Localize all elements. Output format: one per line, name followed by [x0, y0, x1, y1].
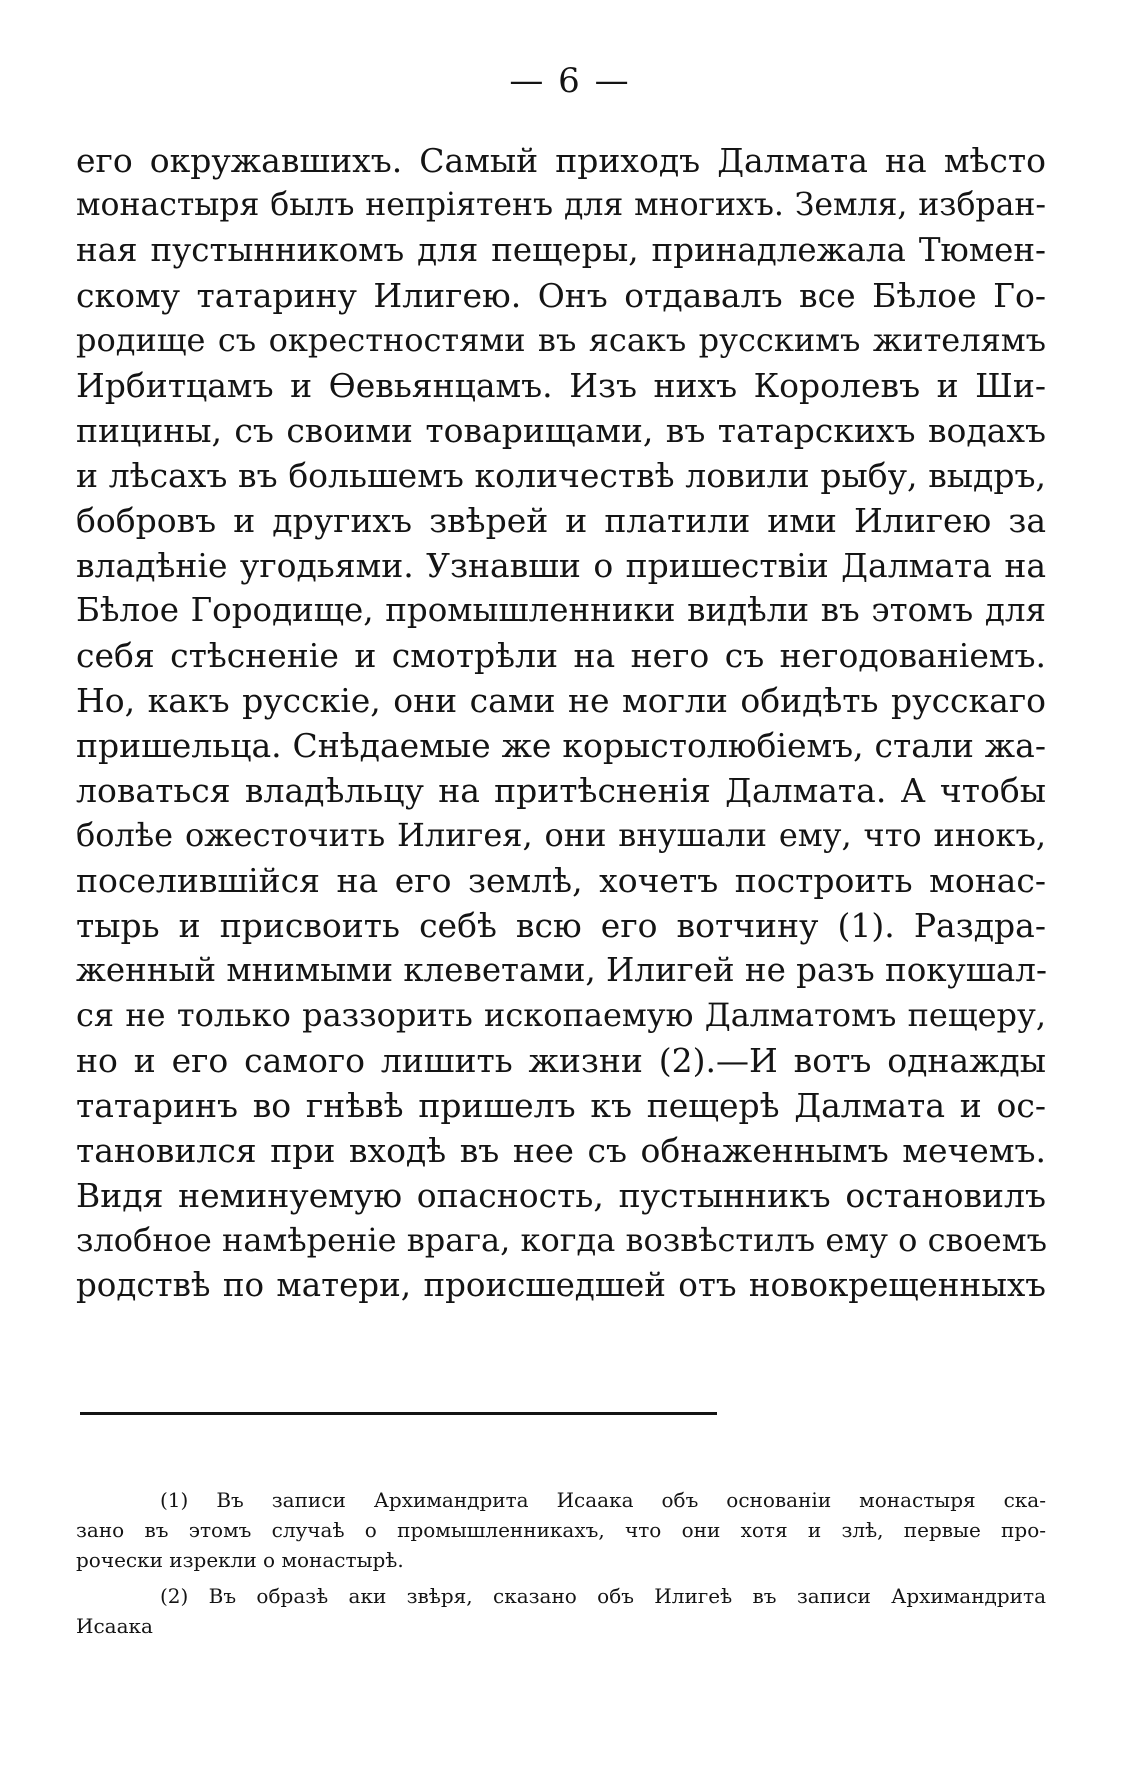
text-line: Ирбитцамъ и Ѳевьянцамъ. Изъ нихъ Королевъ и Ши- — [76, 366, 1046, 405]
footnote-1-line: рочески изрекли о монастырѣ. — [76, 1548, 404, 1572]
text-line: болѣе ожесточить Илигея, они внушали ему, что инокъ, — [76, 816, 1046, 854]
text-line: скому татарину Илигею. Онъ отдавалъ все Бѣлое Го- — [76, 276, 1046, 315]
text-line: ся не только раззорить ископаемую Далматомъ пещеру, — [76, 996, 1046, 1034]
text-line: поселившійся на его землѣ, хочетъ построить монас- — [76, 861, 1046, 900]
footnote-1-line: зано въ этомъ случаѣ о промышленникахъ, что они хотя и злѣ, первые про- — [76, 1518, 1046, 1542]
text-line: монастыря былъ непріятенъ для многихъ. Земля, избран- — [76, 187, 1046, 223]
footnote-2-line: Исаака — [76, 1614, 153, 1638]
text-line: татаринъ во гнѣвѣ пришелъ къ пещерѣ Далмата и ос- — [76, 1086, 1046, 1125]
text-line: Видя неминуемую опасность, пустынникъ остановилъ — [76, 1176, 1046, 1215]
text-line: но и его самого лишить жизни (2).—И вотъ однажды — [76, 1041, 1046, 1080]
text-line: владѣніе угодьями. Узнавши о пришествіи Далмата на — [76, 546, 1046, 585]
text-line: тырь и присвоить себѣ всю его вотчину (1). Раздра- — [76, 906, 1046, 945]
text-line: пришельца. Снѣдаемые же корыстолюбіемъ, стали жа- — [76, 726, 1046, 765]
body-text — [76, 138, 1046, 1308]
footnote-divider — [80, 1412, 717, 1415]
footnote-1-line: (1) Въ записи Архимандрита Исаака объ основаніи монастыря ска- — [160, 1488, 1046, 1512]
text-line: пицины, съ своими товарищами, въ татарскихъ водахъ — [76, 411, 1046, 450]
footnotes — [76, 1485, 1046, 1641]
text-line: женный мнимыми клеветами, Илигей не разъ покушал- — [76, 951, 1047, 989]
text-line: тановился при входѣ въ нее съ обнаженнымъ мечемъ. — [76, 1131, 1046, 1170]
footnote-2-line: (2) Въ образѣ аки звѣря, сказано объ Илигеѣ въ записи Архимандрита — [160, 1584, 1046, 1608]
text-line: Бѣлое Городище, промышленники видѣли въ этомъ для — [76, 591, 1046, 629]
text-line: себя стѣсненіе и смотрѣли на него съ негодованіемъ. — [76, 636, 1046, 675]
text-line: злобное намѣреніе врага, когда возвѣстилъ ему о своемъ — [76, 1221, 1047, 1259]
text-line: его окружавшихъ. Самый приходъ Далмата на мѣсто — [76, 141, 1046, 180]
text-line: ловаться владѣльцу на притѣсненія Далмата. А чтобы — [76, 771, 1046, 810]
text-line: Но, какъ русскіе, они сами не могли обидѣть русскаго — [76, 681, 1046, 720]
page-number: — 6 — — [509, 61, 631, 101]
text-line: ная пустынникомъ для пещеры, принадлежала Тюмен- — [76, 231, 1046, 269]
text-line: родище съ окрестностями въ ясакъ русскимъ жителямъ — [76, 321, 1046, 359]
text-line: родствѣ по матери, происшедшей отъ новокрещенныхъ — [76, 1266, 1046, 1304]
text-line: бобровъ и другихъ звѣрей и платили ими Илигею за — [76, 501, 1046, 540]
text-line: и лѣсахъ въ большемъ количествѣ ловили рыбу, выдръ, — [76, 456, 1046, 495]
